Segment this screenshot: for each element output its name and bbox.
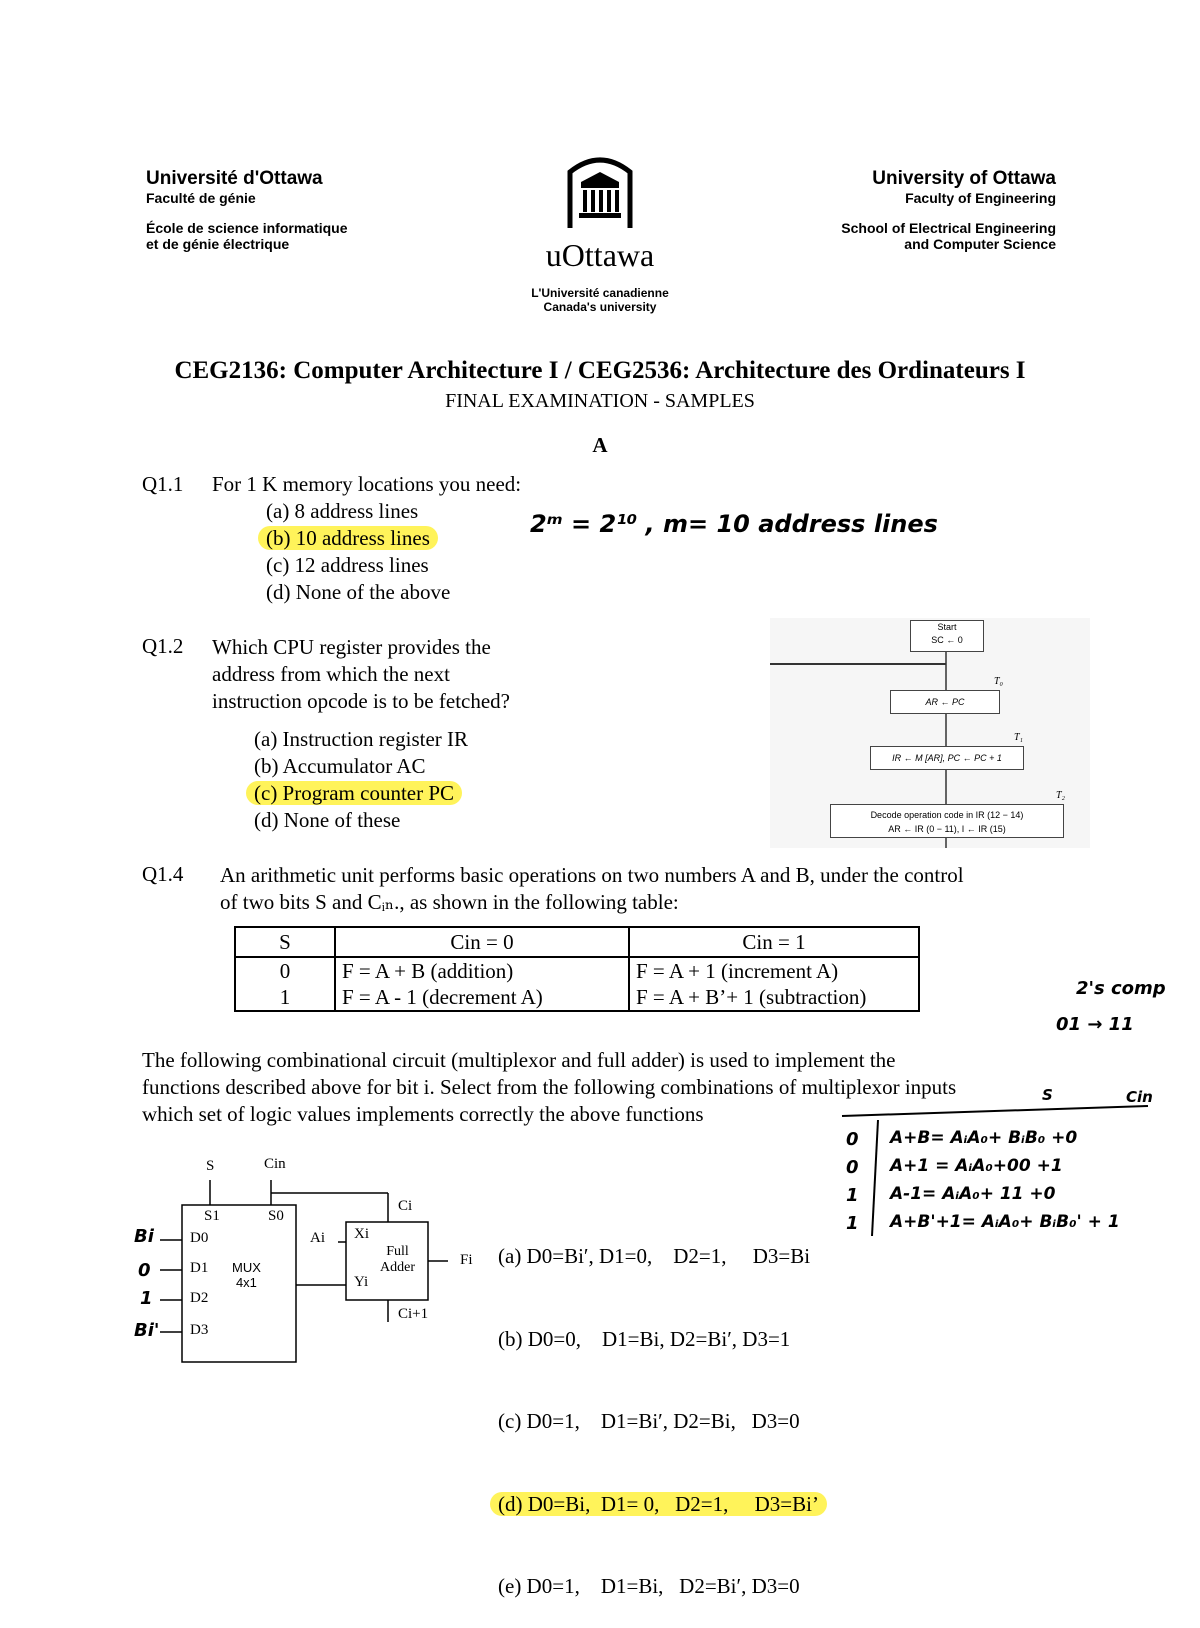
note-header-cin: Cin [1126, 1088, 1153, 1106]
table-cell-cin1: F = A + 1 (increment A) F = A + B’+ 1 (subtraction) [629, 957, 919, 1011]
table-cell-s: 0 1 [235, 957, 335, 1011]
table-row [235, 957, 919, 1011]
flow-box-decode [830, 804, 1064, 838]
q4-options [498, 1188, 827, 1628]
header-left-line4: et de génie électrique [146, 236, 290, 252]
circuit-ai: Ai [310, 1230, 325, 1246]
q2-number: Q1.2 [142, 634, 184, 658]
full-adder-line1: Full [386, 1244, 409, 1259]
flow-start-label: Start [937, 622, 957, 632]
note-row4-s: 1 [846, 1213, 859, 1234]
q1-text: For 1 K memory locations you need: [212, 472, 522, 496]
flow-box-ar-pc: AR ← PC [890, 690, 1000, 714]
flow-t2: T₂ [1056, 790, 1066, 801]
circuit-d1: D1 [190, 1260, 209, 1276]
table-cell-cin0: F = A + B (addition) F = A - 1 (decrement A) [335, 957, 629, 1011]
flow-start-action: SC ← 0 [931, 635, 963, 645]
circuit-fi: Fi [460, 1252, 473, 1268]
note-row4-eq: A+B'+1= AᵢA₀+ BᵢB₀' + 1 [890, 1212, 1120, 1232]
q1-option-a: (a) 8 address lines [266, 499, 419, 523]
logo-tagline-fr: L'Université canadienne [531, 286, 669, 300]
note-header-s: S [1042, 1086, 1053, 1104]
full-adder-line2: Adder [380, 1260, 415, 1275]
mux-label-line2: 4x1 [235, 1275, 257, 1290]
q2-option-c: (c) Program counter PC [246, 781, 462, 805]
page-subtitle: FINAL EXAMINATION - SAMPLES [445, 390, 755, 412]
circuit-ci1: Ci+1 [398, 1306, 429, 1322]
q4-option-c: (c) D0=1, D1=Bi′, D2=Bi, D3=0 [498, 1409, 800, 1433]
table-header-s: S [235, 927, 335, 957]
table-header-cin1: Cin = 1 [629, 927, 919, 957]
q4-paragraph [142, 1047, 956, 1128]
q4-text-line1: An arithmetic unit performs basic operations on two numbers A and B, under the control [220, 863, 964, 887]
circuit-s0: S0 [268, 1208, 284, 1224]
exam-version: A [592, 433, 608, 457]
mux-label-line1: MUX [232, 1260, 261, 1275]
q4-option-e: (e) D0=1, D1=Bi, D2=Bi′, D3=0 [498, 1574, 800, 1598]
header-right-line4: and Computer Science [904, 236, 1056, 252]
circuit-yi: Yi [354, 1274, 369, 1290]
university-building-icon [565, 150, 635, 230]
circuit-in2: 1 [140, 1288, 153, 1309]
q4-text-line2: of two bits S and Cᵢₙ., as shown in the following table: [220, 890, 679, 914]
flow-decode-line2: AR ← IR (0 − 11), I ← IR (15) [888, 824, 1006, 834]
circuit-in3: Bi' [134, 1320, 160, 1341]
q1-number: Q1.1 [142, 472, 184, 496]
truth-table [234, 926, 920, 1012]
q2-text-line2: address from which the next [212, 662, 450, 686]
note-twos-comp: 2's comp [1076, 978, 1166, 999]
q4-option-a: (a) D0=Bi′, D1=0, D2=1, D3=Bi [498, 1244, 811, 1268]
truth-table-header [235, 927, 919, 957]
circuit-cin: Cin [264, 1156, 286, 1172]
table-header-cin0: Cin = 0 [335, 927, 629, 957]
header-left-line2: Faculté de génie [146, 190, 256, 206]
q4-number: Q1.4 [142, 862, 184, 886]
header-right-line2: Faculty of Engineering [905, 190, 1056, 206]
q1-option-b: (b) 10 address lines [258, 526, 438, 550]
note-row1-eq: A+B= AᵢA₀+ BᵢB₀ +0 [890, 1128, 1078, 1148]
header-left-line3: École de science informatique [146, 220, 348, 236]
circuit-in0: Bi [134, 1226, 154, 1247]
circuit-d0: D0 [190, 1230, 209, 1246]
note-table-s-col [846, 1126, 859, 1238]
fetch-flowchart [770, 618, 1090, 848]
logo-tagline-en: Canada's university [543, 300, 657, 314]
circuit-xi: Xi [354, 1226, 369, 1242]
q4-option-b: (b) D0=0, D1=Bi, D2=Bi′, D3=1 [498, 1326, 791, 1351]
flow-decode-line1: Decode operation code in IR (12 − 14) [870, 810, 1024, 820]
q2-option-a: (a) Instruction register IR [254, 727, 469, 751]
full-adder-label [380, 1244, 415, 1276]
q2-text-line3: instruction opcode is to be fetched? [212, 689, 510, 713]
header-left [146, 168, 348, 252]
flow-box-fetch: IR ← M [AR], PC ← PC + 1 [870, 746, 1024, 770]
note-01-11: 01 → 11 [1056, 1014, 1134, 1035]
q1-option-c: (c) 12 address lines [266, 553, 429, 577]
circuit-d2: D2 [190, 1290, 209, 1306]
q1-handwritten-note: 2ᵐ = 2¹⁰ , m= 10 address lines [530, 510, 938, 538]
header-right [841, 168, 1056, 252]
q4-option-d: (d) D0=Bi, D1= 0, D2=1, D3=Bi’ [490, 1492, 827, 1516]
header-right-line3: School of Electrical Engineering [841, 220, 1056, 236]
note-row2-eq: A+1 = AᵢA₀+00 +1 [890, 1156, 1063, 1176]
circuit-s1: S1 [204, 1208, 220, 1224]
q2-text-line1: Which CPU register provides the [212, 635, 491, 659]
note-row2-s: 0 [846, 1157, 859, 1178]
header-right-line1: University of Ottawa [872, 168, 1056, 189]
note-table-eq-col [890, 1124, 1120, 1236]
flow-start-box [910, 620, 984, 652]
note-row1-s: 0 [846, 1129, 859, 1150]
header-left-line1: Université d'Ottawa [146, 168, 323, 189]
note-row3-s: 1 [846, 1185, 859, 1206]
q1-options [266, 498, 450, 606]
q2-option-d: (d) None of these [254, 808, 401, 832]
q4-para-line2: functions described above for bit i. Select from the following combinations of multiplexor inputs [142, 1075, 957, 1099]
circuit-d3: D3 [190, 1322, 209, 1338]
circuit-in1: 0 [138, 1260, 151, 1281]
note-row3-eq: A-1= AᵢA₀+ 11 +0 [890, 1184, 1056, 1204]
circuit-ci: Ci [398, 1198, 413, 1214]
circuit-s: S [206, 1158, 215, 1174]
mux-adder-circuit [130, 1150, 490, 1370]
page-title: CEG2136: Computer Architecture I / CEG2536: Architecture des Ordinateurs I [174, 357, 1026, 384]
flow-t0: T₀ [994, 676, 1004, 687]
q2-text [212, 634, 510, 715]
q4-para-line1: The following combinational circuit (multiplexor and full adder) is used to implement the [142, 1048, 896, 1072]
q4-text [220, 862, 964, 916]
flow-t1: T₁ [1014, 732, 1024, 743]
uottawa-logo [520, 150, 680, 314]
q4-para-line3: which set of logic values implements correctly the above functions [142, 1102, 704, 1126]
logo-wordmark: uOttawa [545, 237, 655, 273]
q2-option-b: (b) Accumulator AC [254, 754, 426, 778]
q1-option-d: (d) None of the above [266, 580, 451, 604]
mux-label [232, 1260, 261, 1290]
q2-options [254, 726, 468, 834]
